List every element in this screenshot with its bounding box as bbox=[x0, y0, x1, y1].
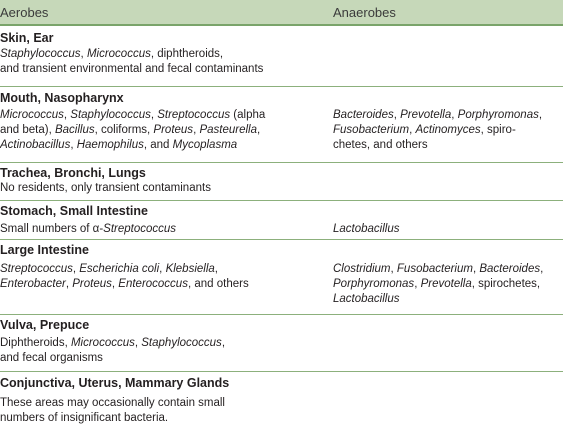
aerobes-text bbox=[0, 108, 315, 153]
organism-name: Micrococcus bbox=[70, 337, 135, 349]
organism-name: Bacteroides bbox=[479, 263, 541, 275]
organism-name: Lactobacillus bbox=[333, 223, 400, 235]
text-line bbox=[333, 262, 561, 277]
text-segment: These areas may occasionally contain small bbox=[0, 397, 225, 409]
text-line bbox=[333, 222, 561, 237]
organism-name: Streptococcus bbox=[157, 109, 231, 121]
text-segment: Small numbers of α- bbox=[0, 223, 104, 235]
text-line bbox=[0, 222, 315, 237]
section-conjunctiva bbox=[0, 372, 563, 434]
text-line bbox=[0, 123, 315, 138]
text-segment: , bbox=[538, 109, 543, 121]
organism-name: Streptococcus bbox=[0, 263, 73, 275]
anaerobes-text bbox=[333, 262, 561, 307]
text-segment: , bbox=[63, 109, 71, 121]
organism-name: Staphylococcus bbox=[70, 109, 151, 121]
aerobes-text bbox=[0, 262, 315, 292]
text-line bbox=[0, 277, 315, 292]
text-segment: , bbox=[409, 124, 416, 136]
text-line bbox=[0, 396, 315, 411]
organism-name: Proteus bbox=[72, 278, 112, 290]
section-trachea bbox=[0, 163, 563, 201]
organism-name: Staphylococcus bbox=[0, 48, 81, 60]
text-segment: , bbox=[193, 124, 200, 136]
text-segment: , and others bbox=[187, 278, 249, 290]
text-line bbox=[333, 108, 561, 123]
aerobes-text bbox=[0, 336, 315, 366]
organism-name: Porphyromonas bbox=[333, 278, 415, 290]
text-line bbox=[333, 138, 561, 153]
section-title: Large Intestine bbox=[0, 243, 89, 257]
organism-name: Porphyromonas bbox=[457, 109, 539, 121]
organism-name: Pasteurella bbox=[199, 124, 257, 136]
text-segment: , bbox=[150, 109, 158, 121]
text-segment: and fecal organisms bbox=[0, 352, 103, 364]
text-line bbox=[0, 138, 315, 153]
text-line bbox=[0, 47, 315, 62]
text-segment: and beta), bbox=[0, 124, 55, 136]
text-line bbox=[0, 411, 315, 426]
organism-name: Mycoplasma bbox=[172, 139, 238, 151]
section-large-intestine bbox=[0, 240, 563, 315]
text-line bbox=[0, 336, 315, 351]
text-line bbox=[0, 181, 315, 196]
organism-name: Micrococcus bbox=[86, 48, 151, 60]
text-segment: , bbox=[111, 278, 119, 290]
text-segment: , bbox=[390, 263, 397, 275]
text-segment: , bbox=[70, 139, 77, 151]
text-segment: , bbox=[214, 263, 218, 275]
text-segment: , bbox=[257, 124, 261, 136]
aerobes-text bbox=[0, 396, 315, 426]
organism-name: Proteus bbox=[153, 124, 194, 136]
text-segment: , spirochetes, bbox=[471, 278, 541, 290]
organism-name: Escherichia coli bbox=[79, 263, 160, 275]
organism-name: Streptococcus bbox=[103, 223, 177, 235]
section-title: Mouth, Nasopharynx bbox=[0, 91, 124, 105]
text-segment: , bbox=[72, 263, 80, 275]
organism-name: Lactobacillus bbox=[333, 293, 400, 305]
organism-name: Clostridium bbox=[333, 263, 391, 275]
organism-name: Prevotella bbox=[400, 109, 452, 121]
text-line bbox=[0, 351, 315, 366]
text-segment: , bbox=[393, 109, 401, 121]
aerobes-text bbox=[0, 222, 315, 237]
text-line bbox=[0, 62, 315, 77]
text-segment: , and bbox=[143, 139, 173, 151]
text-segment: chetes, and others bbox=[333, 139, 428, 151]
text-segment: , bbox=[540, 263, 544, 275]
text-segment: and transient environmental and fecal contaminants bbox=[0, 63, 264, 75]
organism-name: Bacillus bbox=[54, 124, 95, 136]
text-segment: , bbox=[134, 337, 142, 349]
text-segment: , bbox=[451, 109, 458, 121]
organism-name: Fusobacterium bbox=[333, 124, 410, 136]
header-aerobes: Aerobes bbox=[0, 5, 49, 20]
organism-name: Enterobacter bbox=[0, 278, 66, 290]
organism-name: Klebsiella bbox=[165, 263, 215, 275]
text-segment: , bbox=[80, 48, 87, 60]
anaerobes-text bbox=[333, 108, 561, 153]
text-segment: No residents, only transient contaminants bbox=[0, 182, 211, 194]
section-skin-ear bbox=[0, 26, 563, 87]
text-segment: , bbox=[414, 278, 421, 290]
section-mouth-nasopharynx bbox=[0, 87, 563, 163]
text-segment: , bbox=[472, 263, 480, 275]
organism-name: Enterococcus bbox=[118, 278, 188, 290]
header-anaerobes: Anaerobes bbox=[333, 5, 396, 20]
table-header bbox=[0, 0, 563, 26]
text-segment: , bbox=[65, 278, 73, 290]
text-segment: , bbox=[221, 337, 226, 349]
section-stomach bbox=[0, 201, 563, 240]
text-segment: numbers of insignificant bacteria. bbox=[0, 412, 169, 424]
text-line bbox=[333, 277, 561, 292]
text-segment: (alpha bbox=[230, 109, 266, 121]
organism-name: Bacteroides bbox=[333, 109, 394, 121]
organism-name: Staphylococcus bbox=[141, 337, 222, 349]
text-segment: , coliforms, bbox=[94, 124, 154, 136]
text-line bbox=[0, 262, 315, 277]
organism-name: Haemophilus bbox=[76, 139, 144, 151]
aerobes-text bbox=[0, 181, 315, 196]
organism-name: Actinobacillus bbox=[0, 139, 71, 151]
anaerobes-text bbox=[333, 222, 561, 237]
organism-name: Prevotella bbox=[420, 278, 472, 290]
text-line bbox=[333, 292, 561, 307]
organism-name: Actinomyces bbox=[415, 124, 481, 136]
text-segment: , diphtheroids, bbox=[150, 48, 224, 60]
text-line bbox=[333, 123, 561, 138]
section-title: Skin, Ear bbox=[0, 31, 54, 45]
section-title: Conjunctiva, Uterus, Mammary Glands bbox=[0, 376, 230, 390]
section-title: Trachea, Bronchi, Lungs bbox=[0, 166, 146, 180]
aerobes-text bbox=[0, 47, 315, 77]
text-segment: , bbox=[159, 263, 166, 275]
organism-name: Micrococcus bbox=[0, 109, 64, 121]
text-line bbox=[0, 108, 315, 123]
section-title: Stomach, Small Intestine bbox=[0, 204, 148, 218]
section-vulva-prepuce bbox=[0, 315, 563, 372]
text-segment: , spiro- bbox=[480, 124, 516, 136]
text-segment: Diphtheroids, bbox=[0, 337, 71, 349]
organism-name: Fusobacterium bbox=[396, 263, 473, 275]
section-title: Vulva, Prepuce bbox=[0, 318, 90, 332]
